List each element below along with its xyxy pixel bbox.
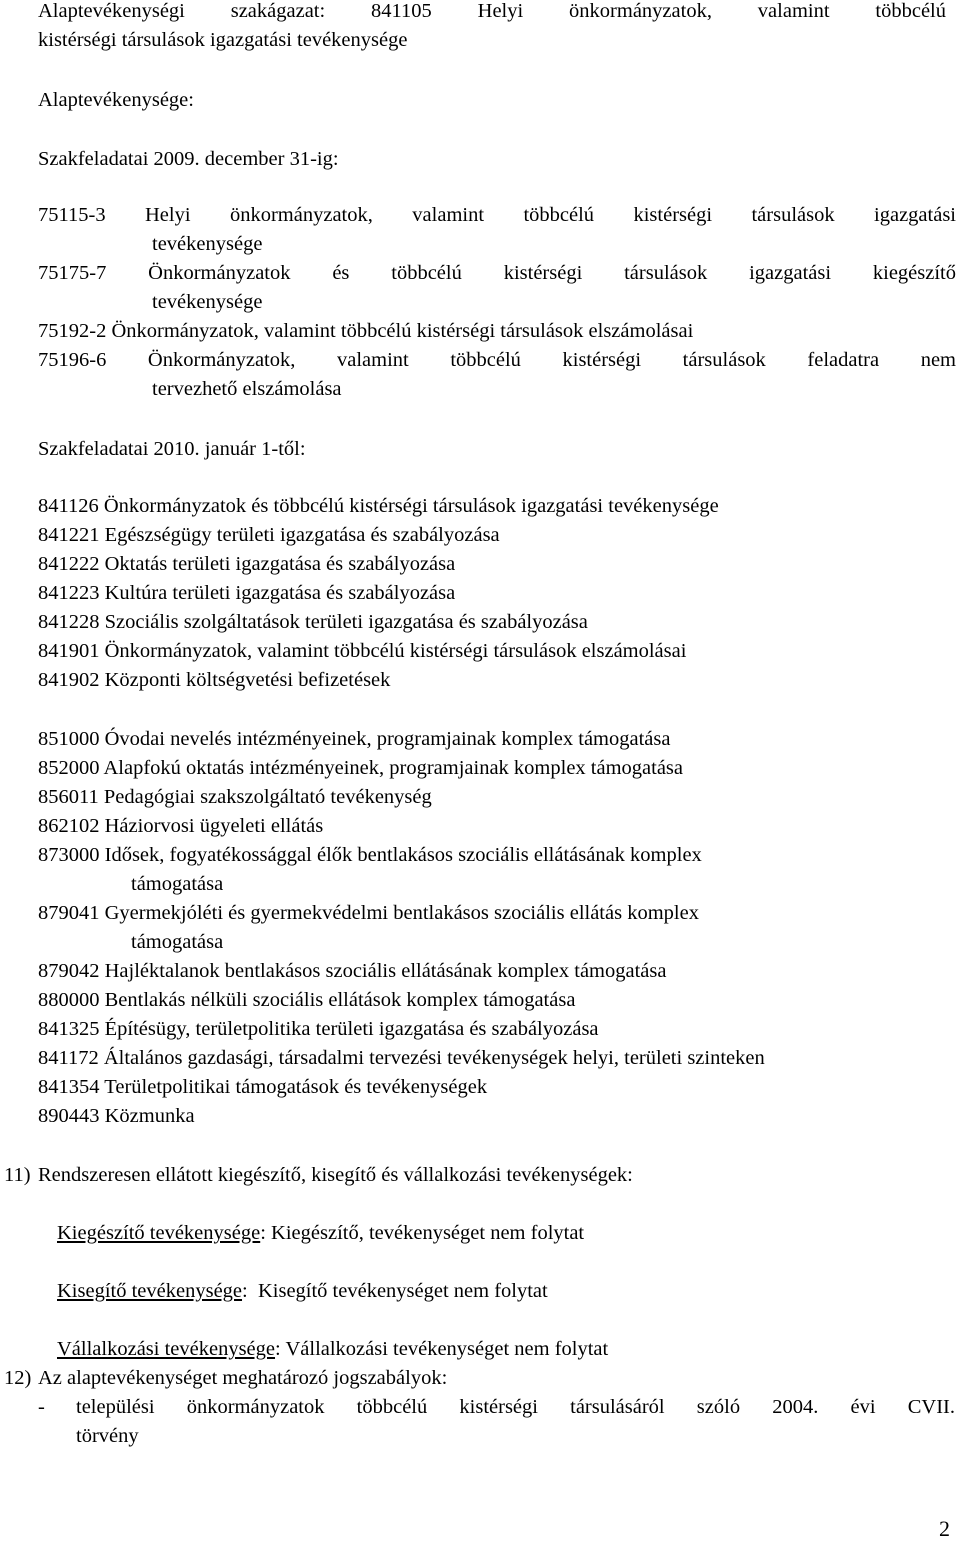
supplementary-activity-entry <box>57 1219 584 1248</box>
law-text-line-1: települési önkormányzatok többcélú kistérségi társulásáról szóló 2004. évi CVII. <box>76 1396 955 1418</box>
list-item-856011: 856011 Pedagógiai szakszolgáltató tevékenység <box>38 786 432 808</box>
list-item-873000: 873000 Idősek, fogyatékossággal élők bentlakásos szociális ellátásának komplex <box>38 844 702 866</box>
list-item-841354: 841354 Területpolitikai támogatások és tevékenységek <box>38 1076 488 1098</box>
list-item-75196: 75196-6 Önkormányzatok, valamint többcélú kistérségi társulások feladatra nem <box>38 349 956 371</box>
business-activity-value: Vállalkozási tevékenységet nem folytat <box>280 1338 609 1360</box>
main-activity-label: Alaptevékenysége: <box>38 89 194 111</box>
section-2010-heading: Szakfeladatai 2010. január 1-től: <box>38 438 306 460</box>
auxiliary-activity-entry <box>57 1277 548 1306</box>
list-item-841222: 841222 Oktatás területi igazgatása és szabályozása <box>38 553 456 575</box>
auxiliary-activity-value: Kisegítő tevékenységet nem folytat <box>247 1280 548 1302</box>
auxiliary-activity-label: Kisegítő tevékenysége <box>57 1280 243 1302</box>
list-item-880000: 880000 Bentlakás nélküli szociális ellátások komplex támogatása <box>38 989 576 1011</box>
supplementary-activity-value: Kiegészítő, tevékenységet nem folytat <box>265 1222 585 1244</box>
list-item-841228: 841228 Szociális szolgáltatások területi igazgatása és szabályozása <box>38 611 588 633</box>
header-line-1: Alaptevékenységi szakágazat: 841105 Helyi önkormányzatok, valamint többcélú <box>38 0 946 22</box>
business-activity-sep: : <box>275 1338 281 1360</box>
auxiliary-activity-sep: : <box>242 1280 248 1302</box>
supplementary-activity-label: Kiegészítő tevékenysége <box>57 1222 261 1244</box>
list-item-879042: 879042 Hajléktalanok bentlakásos szociális ellátásának komplex támogatása <box>38 960 667 982</box>
section-12-title: Az alaptevékenységet meghatározó jogszabályok: <box>38 1367 448 1389</box>
list-item-841901: 841901 Önkormányzatok, valamint többcélú kistérségi társulások elszámolásai <box>38 640 687 662</box>
list-item-75115-cont: tevékenysége <box>152 233 263 255</box>
list-item-75175: 75175-7 Önkormányzatok és többcélú kistérségi társulások igazgatási kiegészítő <box>38 262 956 284</box>
section-11-number: 11) <box>4 1164 31 1186</box>
list-item-852000: 852000 Alapfokú oktatás intézményeinek, programjainak komplex támogatása <box>38 757 683 779</box>
list-item-75115: 75115-3 Helyi önkormányzatok, valamint többcélú kistérségi társulások igazgatási <box>38 204 956 226</box>
list-item-841221: 841221 Egészségügy területi igazgatása és szabályozása <box>38 524 500 546</box>
page-number: 2 <box>939 1516 950 1541</box>
supplementary-activity-sep: : <box>260 1222 266 1244</box>
list-item-75175-cont: tevékenysége <box>152 291 263 313</box>
list-item-862102: 862102 Háziorvosi ügyeleti ellátás <box>38 815 324 837</box>
list-item-75196-cont: tervezhető elszámolása <box>152 378 342 400</box>
list-item-841223: 841223 Kultúra területi igazgatása és szabályozása <box>38 582 456 604</box>
section-2009-heading: Szakfeladatai 2009. december 31-ig: <box>38 148 339 170</box>
business-activity-label: Vállalkozási tevékenysége <box>57 1338 276 1360</box>
header-line-2: kistérségi társulások igazgatási tevékenysége <box>38 29 408 51</box>
list-item-841126: 841126 Önkormányzatok és többcélú kistérségi társulások igazgatási tevékenysége <box>38 495 719 517</box>
law-text-line-2: törvény <box>76 1425 139 1447</box>
list-item-841325: 841325 Építésügy, területpolitika területi igazgatása és szabályozása <box>38 1018 599 1040</box>
list-item-841902: 841902 Központi költségvetési befizetések <box>38 669 391 691</box>
section-11-title: Rendszeresen ellátott kiegészítő, kisegítő és vállalkozási tevékenységek: <box>38 1164 633 1186</box>
list-item-873000-cont: támogatása <box>131 873 224 895</box>
law-bullet: - <box>38 1396 45 1418</box>
business-activity-entry <box>57 1335 608 1364</box>
list-item-890443: 890443 Közmunka <box>38 1105 195 1127</box>
list-item-851000: 851000 Óvodai nevelés intézményeinek, programjainak komplex támogatása <box>38 728 671 750</box>
list-item-879041-cont: támogatása <box>131 931 224 953</box>
list-item-75192: 75192-2 Önkormányzatok, valamint többcélú kistérségi társulások elszámolásai <box>38 320 694 342</box>
list-item-841172: 841172 Általános gazdasági, társadalmi tervezési tevékenységek helyi, területi szinteken <box>38 1047 765 1069</box>
section-12-number: 12) <box>4 1367 32 1389</box>
list-item-879041: 879041 Gyermekjóléti és gyermekvédelmi bentlakásos szociális ellátás komplex <box>38 902 699 924</box>
